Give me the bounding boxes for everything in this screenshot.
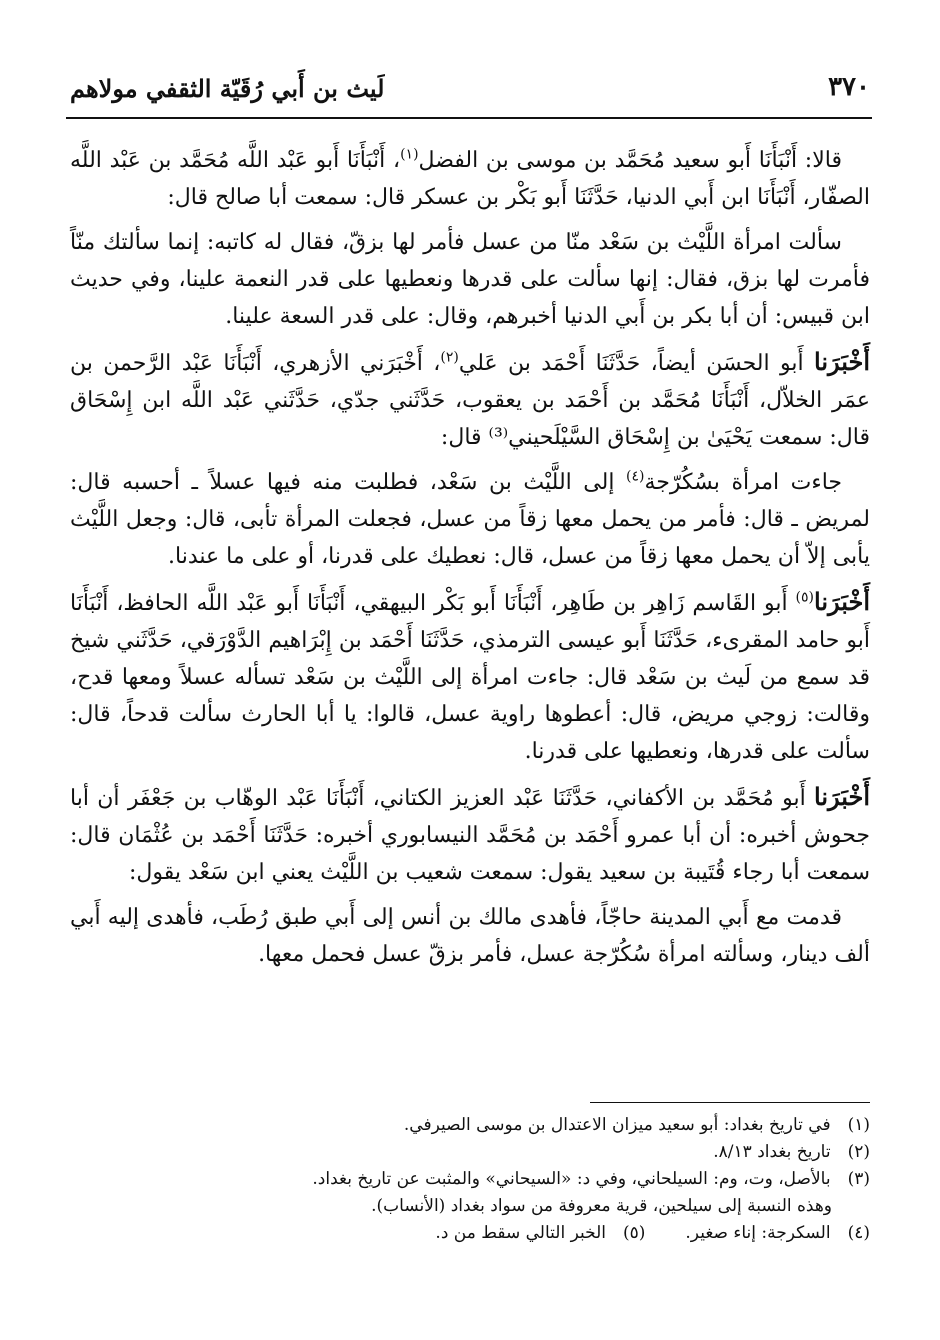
footnote (70, 1112, 870, 1139)
paragraph (70, 140, 870, 216)
paragraph-text: جاءت امرأة بسُكُرّجة (644, 470, 843, 495)
paragraph-lead: أَخْبَرَنا (814, 587, 870, 616)
paragraph (70, 899, 870, 973)
paragraph-text: سألت امرأة اللَّيْث بن سَعْد منّا من عسل فأمر لها بزقّ، فقال له كاتبه: إنما سألتك منّاً فأمرت لها بزق، فقال: إنها سألت على قدرها ونعطيها على قدر النعمة علينا، وفي حديث ابن قبيس: أن أبا بكر بن أَبي الدنيا أخبرهم، وقال: على قدر السعة علينا. (70, 230, 870, 329)
main-text (70, 140, 870, 981)
footnote-text: الخبر التالي سقط من د. (435, 1223, 606, 1243)
footnote-mark: (٤) (847, 1223, 870, 1243)
footnote-ref: (٤) (626, 468, 645, 485)
footnote-text: في تاريخ بغداد: أبو سعيد ميزان الاعتدال بن موسى الصيرفي. (403, 1115, 831, 1135)
footnote-row (70, 1220, 870, 1247)
header-rule (66, 117, 872, 119)
footnote-ref: (٢) (440, 349, 459, 366)
footnote (70, 1139, 870, 1166)
paragraph (70, 778, 870, 891)
paragraph-text-cont: أَبو القَاسم زَاهِر بن طَاهِر، أَنْبَأَنَا أَبو بَكْر البيهقي، أَنْبَأَنَا أَبو عَبْد اللَّه الحافظ، أَنْبَأَنَا أَبو حامد المقرىء، حَدَّثَنَا أَبو عيسى الترمذي، حَدَّثَنَا أَحْمَد بن إِبْرَاهيم الدَّوْرَقي، حَدَّثَني شيخ قد سمع من لَيث بن سَعْد قال: جاءت امرأة إلى اللَّيْث بن سَعْد تسأله عسلاً ومعها قدح، وقالت: زوجي مريض، قال: أعطوها راوية عسل، قالوا: يا أبا الحارث سألت قدحاً، قال: سألت على قدرها، ونعطيها على قدرنا. (70, 591, 870, 764)
footnote-text: تاريخ بغداد ٨/١٣. (713, 1142, 831, 1162)
paragraph (70, 464, 870, 575)
footnote-ref: (١) (400, 146, 419, 163)
paragraph-text-cont: ، أَنْبَأَنَا أَبو عَبْد اللَّه مُحَمَّد بن عَبْد اللَّه الصفّار، أَنْبَأَنَا ابن أَبي الدنيا، حَدَّثَنَا أَبو بَكْر بن عسكر قال: سمعت أبا صالح قال: (70, 148, 870, 210)
paragraph-lead: أَخْبَرَنا (814, 347, 870, 376)
paragraph-text-cont: إلى اللَّيْث بن سَعْد، فطلبت منه فيها عسلاً ـ أحسبه قال: لمريض ـ قال: فأمر من يحمل معها زقاً من عسل، فجعلت المرأة تأبى، قال: وجعل اللَّيْث يأبى إلاّ أن يحمل معها زقاً من عسل، قال: نعطيك على قدرنا، أو على ما عندنا. (70, 470, 870, 569)
page-number: ٣٧٠ (828, 72, 870, 102)
paragraph (70, 343, 870, 456)
page-header (70, 66, 870, 112)
paragraph-text: قدمت مع أَبي المدينة حاجّاً، فأهدى مالك بن أنس إلى أَبي طبق رُطَب، فأهدى إليه أَبي ألف دينار، وسألته امرأة سُكُرّجة عسل، فأمر بزقّ عسل فحمل معها. (70, 905, 870, 967)
footnote-mark: (١) (847, 1115, 870, 1135)
footnote (70, 1166, 870, 1193)
footnote-mark: (٥) (622, 1223, 646, 1243)
running-title: لَيث بن أَبي رُقَيّة الثقفي مولاهم (70, 74, 385, 103)
footnote-ref: (٥) (795, 589, 815, 606)
footnote-text: السكرجة: إناء صغير. (685, 1223, 831, 1243)
footnote-mark: (٢) (847, 1142, 870, 1162)
paragraph (70, 583, 870, 770)
paragraph-lead: أَخْبَرَنا (814, 782, 870, 811)
footnote-continuation: وهذه النسبة إلى سيلحين، قرية معروفة من سواد بغداد (الأنساب). (371, 1196, 832, 1216)
footnote (685, 1220, 870, 1247)
footnote (435, 1220, 645, 1247)
paragraph-text: قالا: أَنْبَأَنَا أَبو سعيد مُحَمَّد بن موسى بن الفضل (418, 148, 842, 173)
footnotes (70, 1112, 870, 1247)
paragraph-text: أَبو مُحَمَّد بن الأكفاني، حَدَّثَنَا عَبْد العزيز الكتاني، أَنْبَأَنَا عَبْد الوهّاب بن جَعْفَر أن أبا جحوش أخبره: أن أبا عمرو أَحْمَد بن مُحَمَّد النيسابوري أخبره: حَدَّثَنَا أَحْمَد بن عُثْمَان قال: سمعت أبا رجاء قُتَيبة بن سعيد يقول: سمعت شعيب بن اللَّيْث يعني ابن سَعْد يقول: (70, 786, 870, 885)
footnote-rule (590, 1102, 870, 1103)
footnote-mark: (٣) (847, 1169, 870, 1189)
paragraph-text-cont: ، أَخْبَرَني الأزهري، أَنْبَأَنَا عَبْد الرَّحمن بن عمَر الخلاّل، أَنْبَأَنَا مُحَمَّد بن أَحْمَد بن يعقوب، حَدَّثَني جدّي، حَدَّثَني عَبْد اللَّه ابن إِسْحَاق قال: سمعت يَحْيَىٰ بن إِسْحَاق السَّيْلَحيني⁽³⁾ قال: (70, 351, 870, 450)
paragraph (70, 224, 870, 335)
paragraph-text: أَبو الحسَن أيضاً، حَدَّثَنَا أَحْمَد بن عَلي (458, 351, 814, 376)
footnote-text: بالأصل، وت، وم: السيلحاني، وفي د: «السيحاني» والمثبت عن تاريخ بغداد. (312, 1169, 831, 1189)
